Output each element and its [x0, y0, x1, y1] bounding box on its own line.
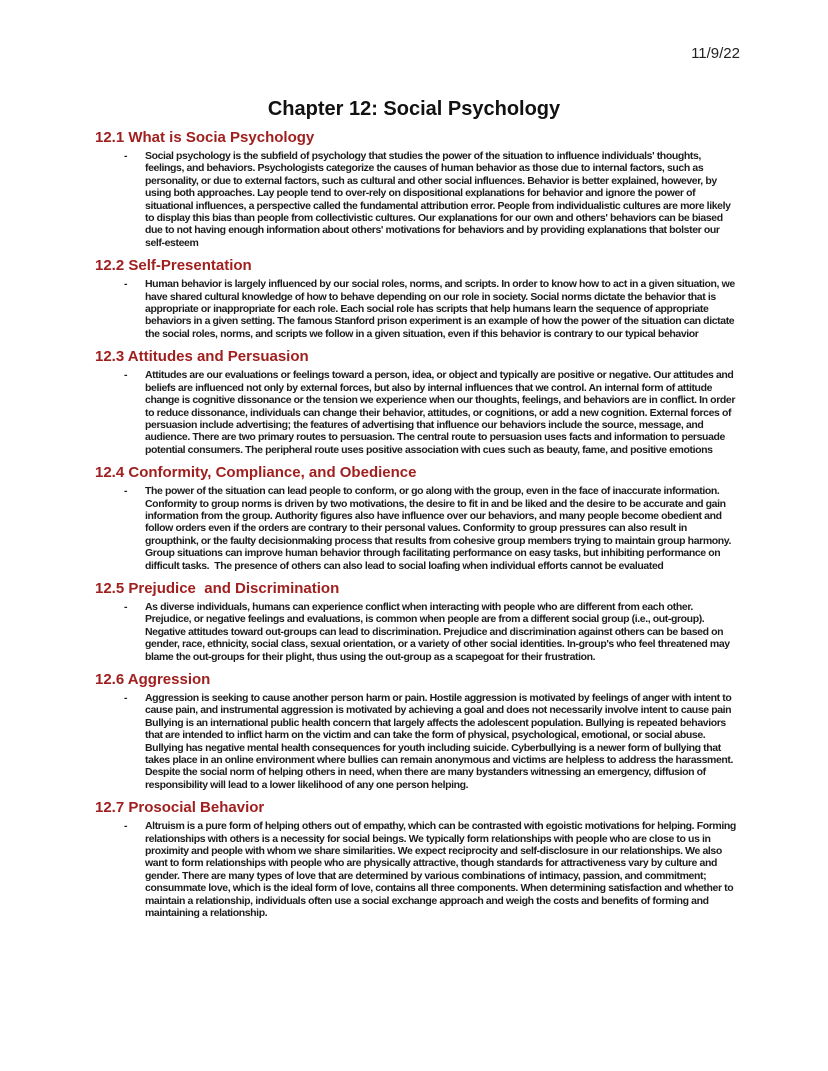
- section-12-5-body: As diverse individuals, humans can experience conflict when interacting with people who are different from each other. Prejudice, or negative feelings and evaluations, is common when people are from a different social group (i.e., out-group). Negative attitudes toward out-groups can lead to discrimination. Prejudice and discrimination against others can be based on gender, race, ethnicity, social class, sexual orientation, or a variety of other social identities. In-group's who feel threatened may blame the out-groups for their plight, thus using the out-group as a scapegoat for their frustration.: [145, 600, 733, 663]
- section-12-2-body: Human behavior is largely influenced by our social roles, norms, and scripts. In order to know how to act in a given situation, we have shared cultural knowledge of how to behave depending on our role in society. Social norms dictate the behavior that is appropriate or inappropriate for each role. Each social role has scripts that help humans learn the sequence of appropriate behaviors in a given setting. The famous Stanford prison experiment is an example of how the power of the situation can dictate the social roles, norms, and scripts we follow in a given situation, even if this behavior is contrary to our typical behavior: [145, 278, 738, 340]
- bullet-dash: -: [124, 150, 128, 162]
- bullet-dash: -: [124, 820, 128, 833]
- bullet-dash: -: [124, 278, 128, 291]
- bullet-item: [95, 601, 741, 663]
- bullet-item: [95, 692, 741, 791]
- bullet-dash: -: [124, 369, 128, 382]
- section-12-4: [95, 463, 741, 572]
- section-12-1-body: Social psychology is the subfield of psychology that studies the power of the situation to influence individuals' thoughts, feelings, and behaviors. Psychologists categorize the causes of human behavior as those due to internal factors, such as personality, or due to external factors, such as cultural and other social influences. Behavior is better explained, however, by using both approaches. Lay people tend to over-rely on dispositional explanations for behavior and ignore the power of situational influences, a perspective called the fundamental attribution error. People from individualistic cultures are more likely to display this bias than people from collectivistic cultures. Our explanations for our own and others' behaviors can be biased due to not having enough information about others' motivations for behaviors and by providing explanations that bolster our self-esteem: [145, 150, 734, 249]
- section-12-3: [95, 347, 741, 456]
- section-12-6-body: Aggression is seeking to cause another person harm or pain. Hostile aggression is motivated by feelings of anger with intent to cause pain, and instrumental aggression is motivated by achieving a goal and does not necessarily involve intent to cause pain Bullying is an international public health concern that largely affects the adolescent population. Bullying is repeated behaviors that are intended to inflict harm on the victim and can take the form of physical, psychological, emotional, or social abuse. Bullying has negative mental health consequences for youth including suicide. Cyberbullying is a newer form of bullying that takes place in an online environment where bullies can remain anonymous and victims are helpless to address the harassment. Despite the social norm of helping others in need, when there are many bystanders witnessing an emergency, diffusion of responsibility will lead to a lower likelihood of any one person helping.: [145, 692, 736, 791]
- page-title: Chapter 12: Social Psychology: [267, 98, 561, 120]
- section-12-4-body: The power of the situation can lead people to conform, or go along with the group, even in the face of inaccurate information. Conformity to group norms is driven by two motivations, the desire to fit in and be liked and the desire to be accurate and gain information from the group. Authority figures also have influence over our behaviors, and many people become obedient and follow orders even if the orders are contrary to their personal values. Conformity to group pressures can also result in groupthink, or the faulty decisionmaking process that results from cohesive group members trying to maintain group harmony. Group situations can improve human behavior through facilitating performance on easy tasks, but inhibiting performance on difficult tasks. The presence of others can also lead to social loafing when individual efforts cannot be evaluated: [145, 485, 734, 572]
- bullet-item: [95, 150, 741, 249]
- bullet-item: [95, 820, 741, 919]
- bullet-item: [95, 485, 741, 572]
- section-12-6-heading: 12.6 Aggression: [95, 671, 211, 688]
- bullet-item: [95, 369, 741, 456]
- section-12-7-body: Altruism is a pure form of helping others out of empathy, which can be contrasted with egoistic motivations for helping. Forming relationships with others is a necessity for social beings. We typically form relationships with people who are close to us in proximity and people with whom we share similarities. We expect reciprocity and self-disclosure in our relationships. We also want to form relationships with people who are physically attractive, though standards for attractiveness vary by culture and gender. There are many types of love that are determined by various combinations of intimacy, passion, and commitment; consummate love, which is the ideal form of love, contains all three components. When determining satisfaction and whether to maintain a relationship, individuals often use a social exchange approach and weigh the costs and benefits of forming and maintaining a relationship.: [145, 820, 739, 920]
- bullet-dash: -: [124, 692, 128, 704]
- section-12-3-body: Attitudes are our evaluations or feelings toward a person, idea, or object and typically are positive or negative. Our attitudes and beliefs are influenced not only by external forces, but also by internal influences that we control. An internal form of attitude change is cognitive dissonance or the tension we experience when our thoughts, feelings, and behaviors are in conflict. In order to reduce dissonance, individuals can change their behavior, attitudes, or cognitions, or add a new cognition. External forces of persuasion include advertising; the features of advertising that influence our behaviors include the source, message, and audience. There are two primary routes to persuasion. The central route to persuasion uses facts and information to persuade potential consumers. The peripheral route uses positive association with cues such as beauty, fame, and positive emotions: [145, 369, 738, 456]
- bullet-dash: -: [124, 485, 128, 498]
- bullet-dash: -: [124, 600, 128, 613]
- section-12-4-heading: 12.4 Conformity, Compliance, and Obedience: [95, 464, 417, 482]
- section-12-2: [95, 256, 741, 340]
- section-12-5: [95, 579, 741, 663]
- section-12-3-heading: 12.3 Attitudes and Persuasion: [95, 348, 309, 366]
- section-12-1: [95, 128, 741, 249]
- section-12-7: [95, 798, 741, 919]
- section-12-1-heading: 12.1 What is Socia Psychology: [95, 129, 315, 146]
- section-12-7-heading: 12.7 Prosocial Behavior: [95, 799, 265, 817]
- section-12-5-heading: 12.5 Prejudice and Discrimination: [95, 579, 340, 597]
- bullet-item: [95, 278, 741, 340]
- date-label: 11/9/22: [691, 45, 740, 62]
- section-12-2-heading: 12.2 Self-Presentation: [95, 257, 252, 275]
- section-12-6: [95, 670, 741, 791]
